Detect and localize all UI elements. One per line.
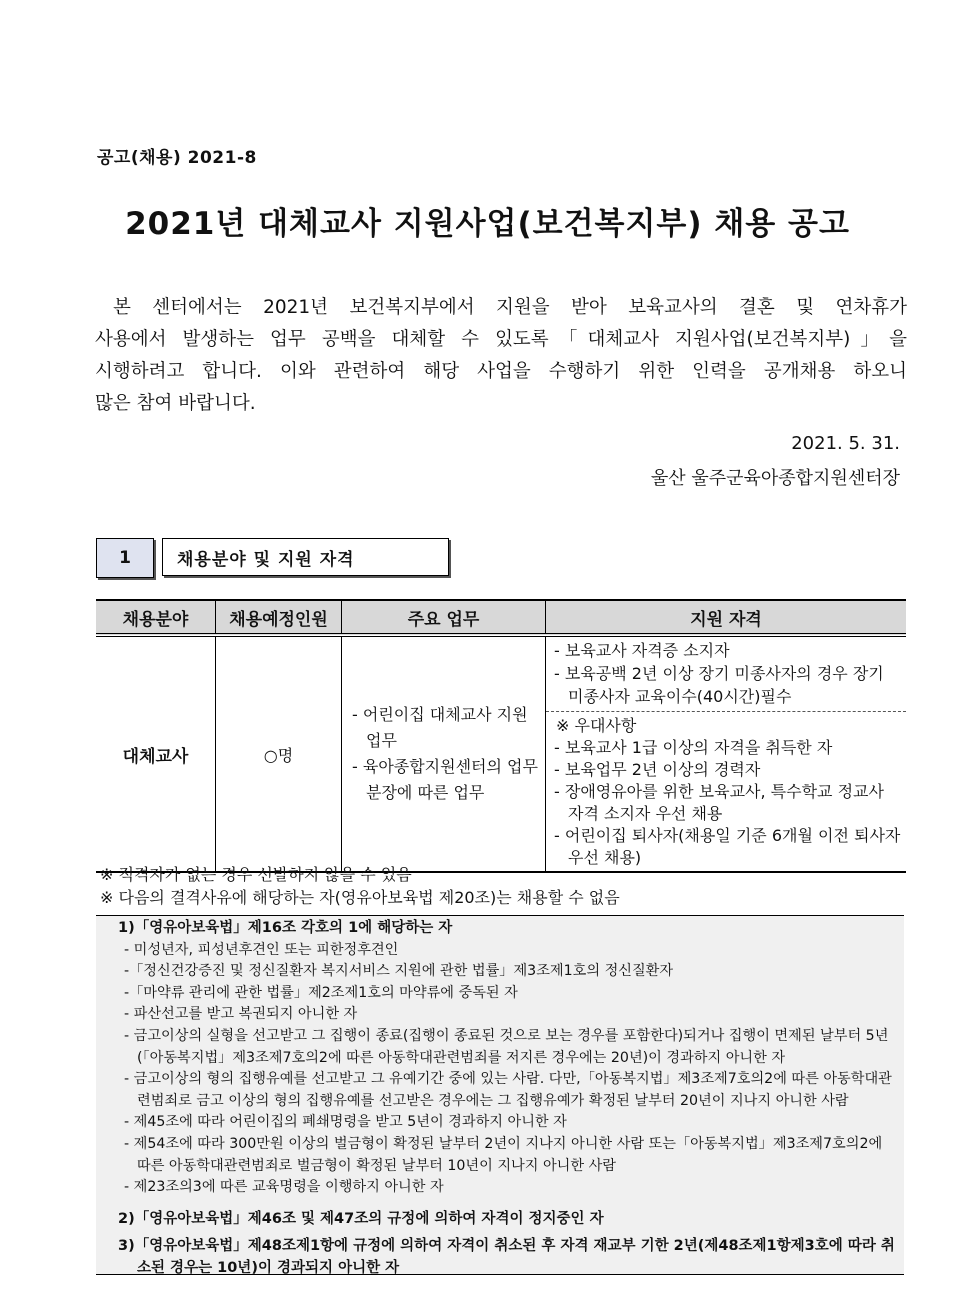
disqualification-item: - 제54조에 따라 300만원 이상의 벌금형이 확정된 날부터 2년이 지나지 아니한 사람 또는「아동복지법」제3조제7호의2에 따른 아동학대관련범죄로 벌금형이 확정된 날부터 10년이 지나지 아니한 사람 [124,1135,883,1174]
organization-name: 울산 울주군육아종합지원센터장 [650,468,900,489]
header-field: 채용분야 [96,600,216,635]
disqualification-item: - 제23조의3에 따른 교육명령을 이행하지 아니한 자 [124,1179,444,1196]
disqualification-group-title: 3)「영유아보육법」제48조제1항에 규정에 의하여 자격이 취소된 후 자격 재교부 기한 2년(제48조제1항제3호에 따라 취소된 경우는 10년)이 경과되지 아니한 자 [118,1238,895,1276]
disqualification-item: - 미성년자, 피성년후견인 또는 피한정후견인 [124,941,399,958]
header-qualifications: 지원 자격 [546,600,907,635]
disqualification-item: - 파산선고를 받고 복권되지 아니한 자 [124,1006,358,1023]
disqualification-item: -「정신건강증진 및 정신질환자 복지서비스 지원에 관한 법률」제3조제1호의 정신질환자 [124,963,674,980]
disqualification-item: - 금고이상의 형의 집행유예를 선고받고 그 유예기간 중에 있는 사람. 다만,「아동복지법」제3조제7호의2에 따른 아동학대관련범죄로 금고 이상의 형의 집행유예를 선고받은 경우에는 그 집행유예가 확정된 날부터 20년이 지나지 아니한 사람 [124,1071,892,1109]
notes [100,863,620,909]
preference-list [546,712,906,871]
preference-item: - 장애영유아를 위한 보육교사, 특수학교 정교사 자격 소지자 우선 채용 [554,782,884,823]
cell-duties [342,635,546,872]
intro-line: 본 센터에서는 2021년 보건복지부에서 지원을 받아 보육교사의 결혼 및 연차휴가 [113,297,907,318]
qualification-item: - 보육교사 자격증 소지자 [554,641,730,660]
duty-item: - 어린이집 대체교사 지원 업무 [352,705,528,750]
preference-item: - 보육업무 2년 이상의 경력자 [554,760,761,779]
disqualification-group-title: 2)「영유아보육법」제46조 및 제47조의 규정에 의하여 자격이 정지중인 자 [118,1210,604,1227]
disqualification-item: -「마약류 관리에 관한 법률」제2조제1호의 마약류에 중독된 자 [124,984,518,1001]
table-header-row [96,600,906,635]
preference-item: - 어린이집 퇴사자(채용일 기준 6개월 이전 퇴사자 우선 채용) [554,826,901,867]
cell-field: 대체교사 [96,635,216,872]
qualification-list [546,637,906,712]
qualification-item: - 보육공백 2년 이상 장기 미종사자의 경우 장기 미종사자 교육이수(40시간)필수 [554,664,884,706]
cell-count: ○명 [216,635,342,872]
preference-title: ※ 우대사항 [556,716,637,735]
notice-date: 2021. 5. 31. [791,433,900,454]
recruitment-table [96,599,906,873]
section-number-box: 1 [96,538,154,578]
table-row [96,635,906,872]
note-item: ※ 다음의 결격사유에 해당하는 자(영유아보육법 제20조)는 채용할 수 없음 [100,888,620,907]
note-item: ※ 적격자가 없는 경우 선발하지 않을 수 있음 [100,865,412,884]
intro-paragraph [95,292,907,420]
cell-qualifications [546,635,907,872]
disqualification-group-title: 1)「영유아보육법」제16조 각호의 1에 해당하는 자 [118,920,453,936]
page-title: 2021년 대체교사 지원사업(보건복지부) 채용 공고 [125,206,850,242]
preference-item: - 보육교사 1급 이상의 자격을 취득한 자 [554,738,833,757]
disqualification-box [96,915,904,1275]
disqualification-item: - 제45조에 따라 어린이집의 폐쇄명령을 받고 5년이 경과하지 아니한 자 [124,1114,567,1131]
duty-item: - 육아종합지원센터의 업무분장에 따른 업무 [352,757,538,802]
intro-line: 많은 참여 바랍니다. [95,393,256,414]
disqualification-item: - 금고이상의 실형을 선고받고 그 집행이 종료(집행이 종료된 것으로 보는 경우를 포함한다)되거나 집행이 면제된 날부터 5년(「아동복지법」제3조제7호의2에 따른 아동학대관련범죄를 저지른 경우에는 20년)이 경과하지 아니한 자 [124,1027,889,1066]
intro-line: 사용에서 발생하는 업무 공백을 대체할 수 있도록「대체교사 지원사업(보건복지부)」을 [95,329,907,350]
notice-number: 공고(채용) 2021-8 [97,148,257,168]
header-duties: 주요 업무 [342,600,546,635]
header-count: 채용예정인원 [216,600,342,635]
section-title-box: 채용분야 및 지원 자격 [162,538,449,576]
intro-line: 시행하려고 합니다. 이와 관련하여 해당 사업을 수행하기 위한 인력을 공개채용 하오니 [95,361,907,382]
